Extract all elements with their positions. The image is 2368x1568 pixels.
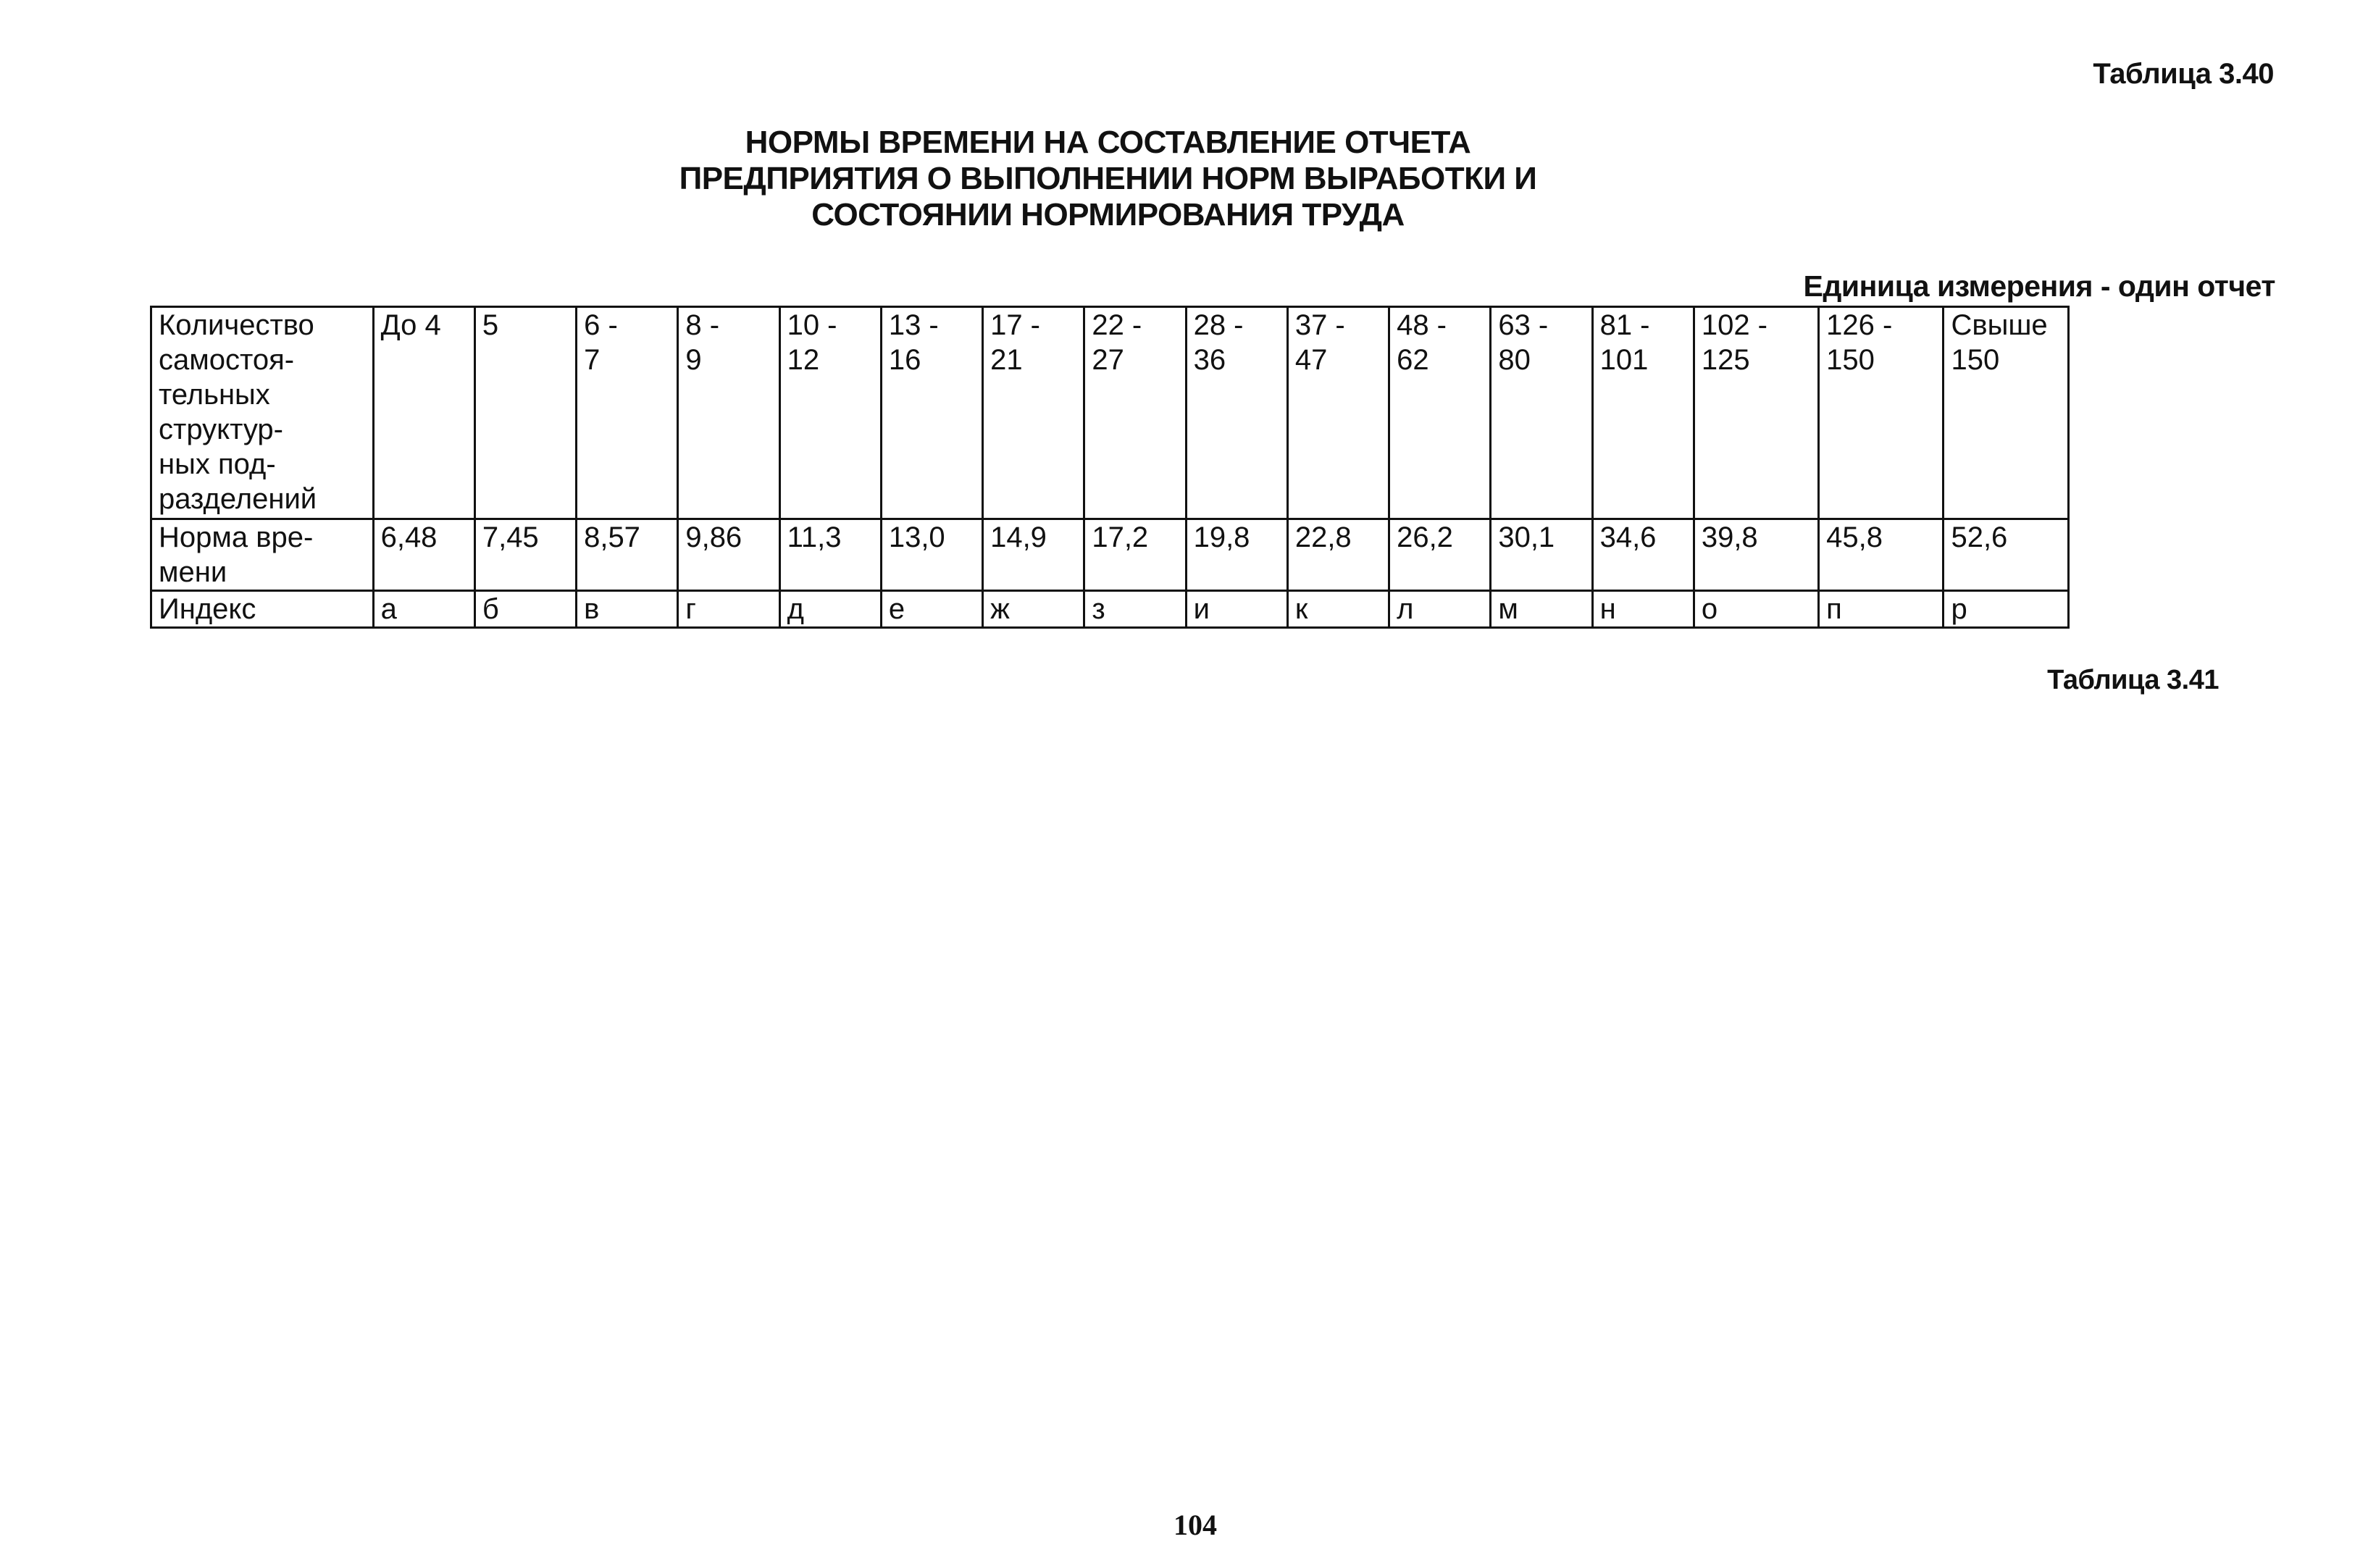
table-row-index	[151, 591, 2069, 628]
title-line-1: НОРМЫ ВРЕМЕНИ НА СОСТАВЛЕНИЕ ОТЧЕТА	[745, 125, 1471, 160]
cell-norm: 11,3	[779, 519, 881, 591]
cell-index: з	[1084, 591, 1186, 628]
document-title	[0, 125, 2368, 233]
cell-index: д	[779, 591, 881, 628]
cell-index: б	[474, 591, 576, 628]
cell-count: Свыше 150	[1944, 307, 2069, 519]
cell-index: м	[1491, 591, 1592, 628]
norms-table	[150, 306, 2070, 629]
cell-index: л	[1389, 591, 1491, 628]
cell-norm: 52,6	[1944, 519, 2069, 591]
cell-count: 37 - 47	[1287, 307, 1389, 519]
cell-norm: 17,2	[1084, 519, 1186, 591]
table-row-count	[151, 307, 2069, 519]
cell-count: 17 - 21	[983, 307, 1084, 519]
table-row-norm	[151, 519, 2069, 591]
cell-index: и	[1186, 591, 1287, 628]
cell-norm: 6,48	[373, 519, 474, 591]
cell-count: 5	[474, 307, 576, 519]
cell-norm: 39,8	[1694, 519, 1818, 591]
cell-norm: 34,6	[1592, 519, 1694, 591]
cell-count: 6 - 7	[577, 307, 678, 519]
cell-norm: 14,9	[983, 519, 1084, 591]
table-label-bottom: Таблица 3.41	[2047, 665, 2219, 695]
cell-count: 48 - 62	[1389, 307, 1491, 519]
page-number: 104	[1173, 1509, 1217, 1541]
cell-count: 126 - 150	[1819, 307, 1944, 519]
cell-count: 10 - 12	[779, 307, 881, 519]
cell-norm: 26,2	[1389, 519, 1491, 591]
cell-count: 22 - 27	[1084, 307, 1186, 519]
cell-norm: 19,8	[1186, 519, 1287, 591]
cell-index: в	[577, 591, 678, 628]
cell-count: 81 - 101	[1592, 307, 1694, 519]
cell-norm: 8,57	[577, 519, 678, 591]
cell-count: До 4	[373, 307, 474, 519]
row-header-norm: Норма вре- мени	[151, 519, 374, 591]
cell-norm: 13,0	[881, 519, 982, 591]
row-header-count: Количество самостоя- тельных структур- ных под- разделений	[151, 307, 374, 519]
cell-count: 8 - 9	[678, 307, 779, 519]
cell-index: о	[1694, 591, 1818, 628]
cell-index: н	[1592, 591, 1694, 628]
cell-norm: 45,8	[1819, 519, 1944, 591]
table-label-top: Таблица 3.40	[2093, 58, 2274, 90]
cell-index: п	[1819, 591, 1944, 628]
cell-index: г	[678, 591, 779, 628]
cell-norm: 30,1	[1491, 519, 1592, 591]
cell-count: 13 - 16	[881, 307, 982, 519]
cell-norm: 7,45	[474, 519, 576, 591]
title-line-2: ПРЕДПРИЯТИЯ О ВЫПОЛНЕНИИ НОРМ ВЫРАБОТКИ И	[679, 161, 1537, 196]
cell-count: 63 - 80	[1491, 307, 1592, 519]
unit-note: Единица измерения - один отчет	[1803, 269, 2275, 303]
cell-index: р	[1944, 591, 2069, 628]
cell-norm: 9,86	[678, 519, 779, 591]
cell-index: ж	[983, 591, 1084, 628]
cell-index: е	[881, 591, 982, 628]
row-header-index: Индекс	[151, 591, 374, 628]
cell-count: 28 - 36	[1186, 307, 1287, 519]
cell-index: а	[373, 591, 474, 628]
title-line-3: СОСТОЯНИИ НОРМИРОВАНИЯ ТРУДА	[811, 197, 1405, 232]
cell-norm: 22,8	[1287, 519, 1389, 591]
cell-index: к	[1287, 591, 1389, 628]
cell-count: 102 - 125	[1694, 307, 1818, 519]
